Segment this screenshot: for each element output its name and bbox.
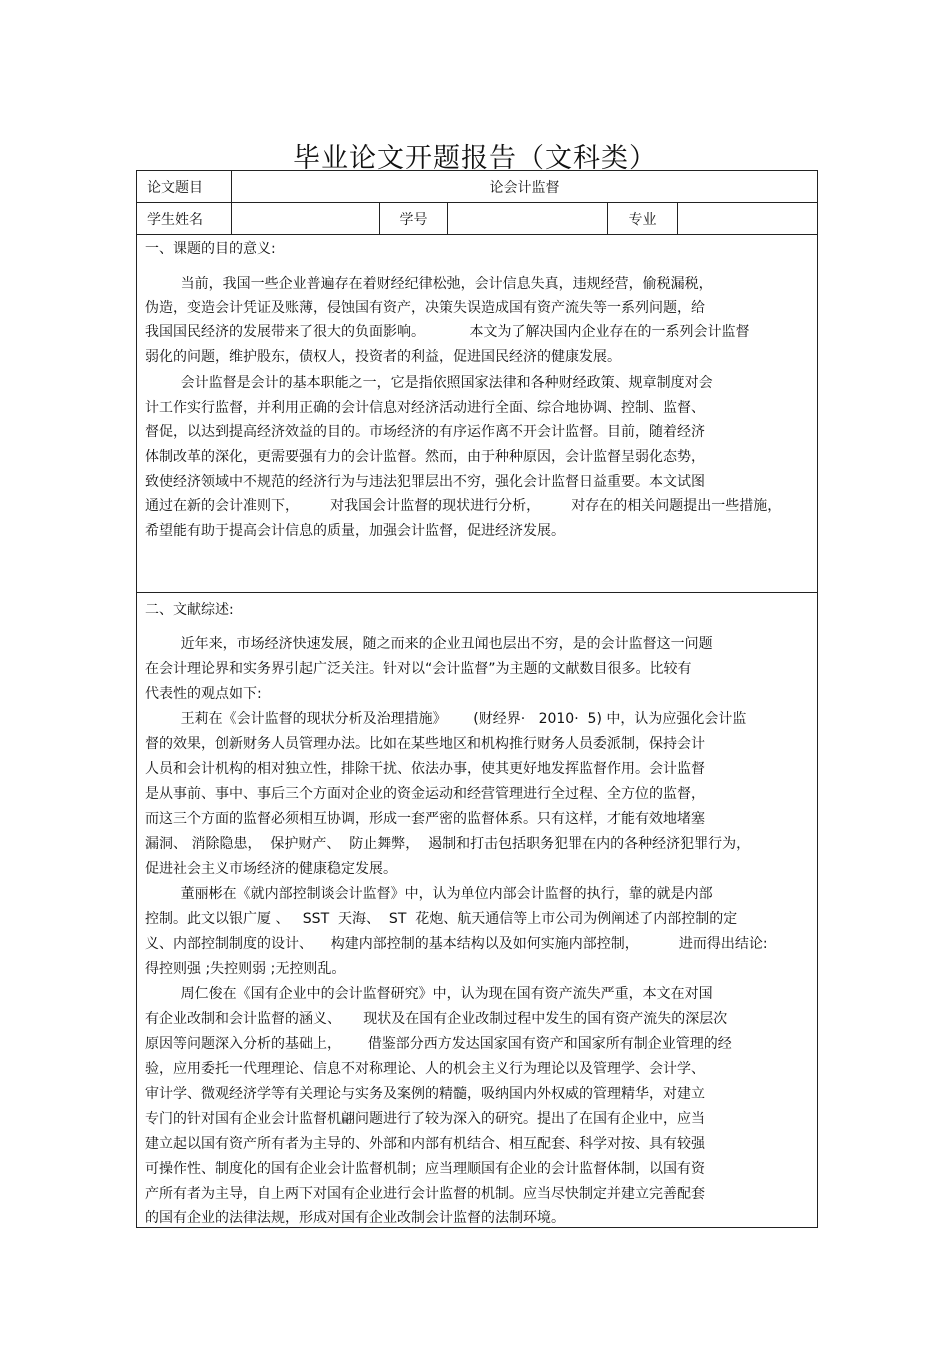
paragraph-line: 弱化的问题，维护股东，债权人，投资者的利益，促进国民经济的健康发展。: [145, 349, 621, 365]
paragraph-line: 而这三个方面的监督必须相互协调，形成一套严密的监督体系。只有这样，才能有效地堵塞: [145, 811, 705, 827]
paragraph-line: 的国有企业的法律法规，形成对国有企业改制会计监督的法制环境。: [145, 1210, 565, 1226]
major-label: 专业: [608, 203, 678, 234]
thesis-title-value[interactable]: 论会计监督: [489, 179, 560, 196]
major-value[interactable]: [678, 203, 817, 234]
paragraph-line: 伪造，变造会计凭证及账薄，侵蚀国有资产，决策失误造成国有资产流失等一系列问题，给: [145, 300, 705, 316]
paragraph-line: 会计监督是会计的基本职能之一，它是指依照国家法律和各种财经政策、规章制度对会: [145, 375, 713, 391]
student-name-label: 学生姓名: [137, 203, 232, 234]
paragraph-line: 审计学、微观经济学等有关理论与实务及案例的精髓，吸纳国内外权威的管理精华，对建立: [145, 1086, 705, 1102]
paragraph-line: 体制改革的深化，更需要强有力的会计监督。然而，由于种种原因，会计监督呈弱化态势，: [145, 449, 705, 465]
paragraph-line: 代表性的观点如下:: [145, 686, 262, 702]
paragraph-line: 是从事前、事中、事后三个方面对企业的资金运动和经营管理进行全过程、全方位的监督，: [145, 786, 705, 802]
paragraph-line: 我国国民经济的发展带来了很大的负面影响。 本文为了解决国内企业存在的一系列会计监督: [145, 324, 750, 340]
paragraph-line: 通过在新的会计准则下， 对我国会计监督的现状进行分析， 对存在的相关问题提出一些措施，: [145, 498, 782, 514]
section-purpose-heading: 一、课题的目的意义:: [145, 241, 276, 257]
paragraph-line: 义、内部控制制度的设计、 构建内部控制的基本结构以及如何实施内部控制， 进而得出结论:: [145, 936, 768, 952]
thesis-title-row: [137, 171, 817, 203]
paragraph-line: 计工作实行监督，并利用正确的会计信息对经济活动进行全面、综合地协调、控制、监督、: [145, 400, 705, 416]
paragraph-line: 周仁俊在《国有企业中的会计监督研究》中，认为现在国有资产流失严重，本文在对国: [145, 986, 713, 1002]
paragraph-line: 专门的针对国有企业会计监督机翩问题进行了较为深入的研究。提出了在国有企业中，应当: [145, 1111, 705, 1127]
proposal-form: [136, 170, 818, 1228]
paragraph-line: 在会计理论界和实务界引起广泛关注。针对以“会计监督”为主题的文献数目很多。比较有: [145, 661, 692, 677]
paragraph-line: 当前，我国一些企业普遍存在着财经纪律松弛，会计信息失真，违规经营，偷税漏税，: [145, 276, 713, 292]
section-literature-heading: 二、文献综述:: [145, 602, 234, 618]
student-name-value[interactable]: [232, 203, 380, 234]
paragraph-line: 希望能有助于提高会计信息的质量，加强会计监督，促进经济发展。: [145, 523, 565, 539]
paragraph-line: 得控则强 ;失控则弱 ;无控则乱。: [145, 961, 346, 977]
paragraph-line: 督促，以达到提高经济效益的目的。市场经济的有序运作离不开会计监督。目前，随着经济: [145, 424, 705, 440]
section-purpose: [137, 235, 817, 593]
paragraph-line: 人员和会计机构的相对独立性，排除干扰、依法办事，使其更好地发挥监督作用。会计监督: [145, 761, 705, 777]
paragraph-line: 督的效果，创新财务人员管理办法。比如在某些地区和机构推行财务人员委派制，保持会计: [145, 736, 705, 752]
student-info-row: [137, 203, 817, 235]
paragraph-line: 漏洞、 消除隐患， 保护财产、 防止舞弊， 遏制和打击包括职务犯罪在内的各种经济犯罪行为，: [145, 836, 751, 852]
paragraph-line: 有企业改制和会计监督的涵义、 现状及在国有企业改制过程中发生的国有资产流失的深层次: [145, 1011, 728, 1027]
paragraph-line: 控制。此文以银广厦 、 SST 天海、 ST 花炮、航天通信等上市公司为例阐述了内部控制的定: [145, 911, 738, 927]
paragraph-line: 验，应用委托一代理理论、信息不对称理论、人的机会主义行为理论以及管理学、会计学、: [145, 1061, 705, 1077]
paragraph-line: 董丽彬在《就内部控制谈会计监督》中，认为单位内部会计监督的执行，靠的就是内部: [145, 886, 713, 902]
paragraph-line: 原因等问题深入分析的基础上， 借鉴部分西方发达国家国有资产和国家所有制企业管理的经: [145, 1036, 732, 1052]
paragraph-line: 可操作性、制度化的国有企业会计监督机制；应当理顺国有企业的会计监督体制，以国有资: [145, 1161, 705, 1177]
paragraph-line: 促进社会主义市场经济的健康稳定发展。: [145, 861, 397, 877]
section-literature-review: [137, 593, 817, 1227]
student-id-label: 学号: [380, 203, 448, 234]
paragraph-line: 建立起以国有资产所有者为主导的、外部和内部有机结合、相互配套、科学对按、具有较强: [145, 1136, 705, 1152]
thesis-title-label: 论文题目: [137, 171, 232, 202]
student-id-value[interactable]: [448, 203, 608, 234]
paragraph-line: 产所有者为主导，自上两下对国有企业进行会计监督的机制。应当尽快制定并建立完善配套: [145, 1186, 705, 1202]
paragraph-line: 王莉在《会计监督的现状分析及治理措施》 (财经界· 2010· 5) 中，认为应强化会计监: [145, 711, 747, 727]
page-title: 毕业论文开题报告（文科类）: [293, 143, 657, 175]
paragraph-line: 致使经济领域中不规范的经济行为与违法犯罪层出不穷，强化会计监督日益重要。本文试图: [145, 474, 705, 490]
paragraph-line: 近年来，市场经济快速发展，随之而来的企业丑闻也层出不穷，是的会计监督这一问题: [145, 636, 713, 652]
